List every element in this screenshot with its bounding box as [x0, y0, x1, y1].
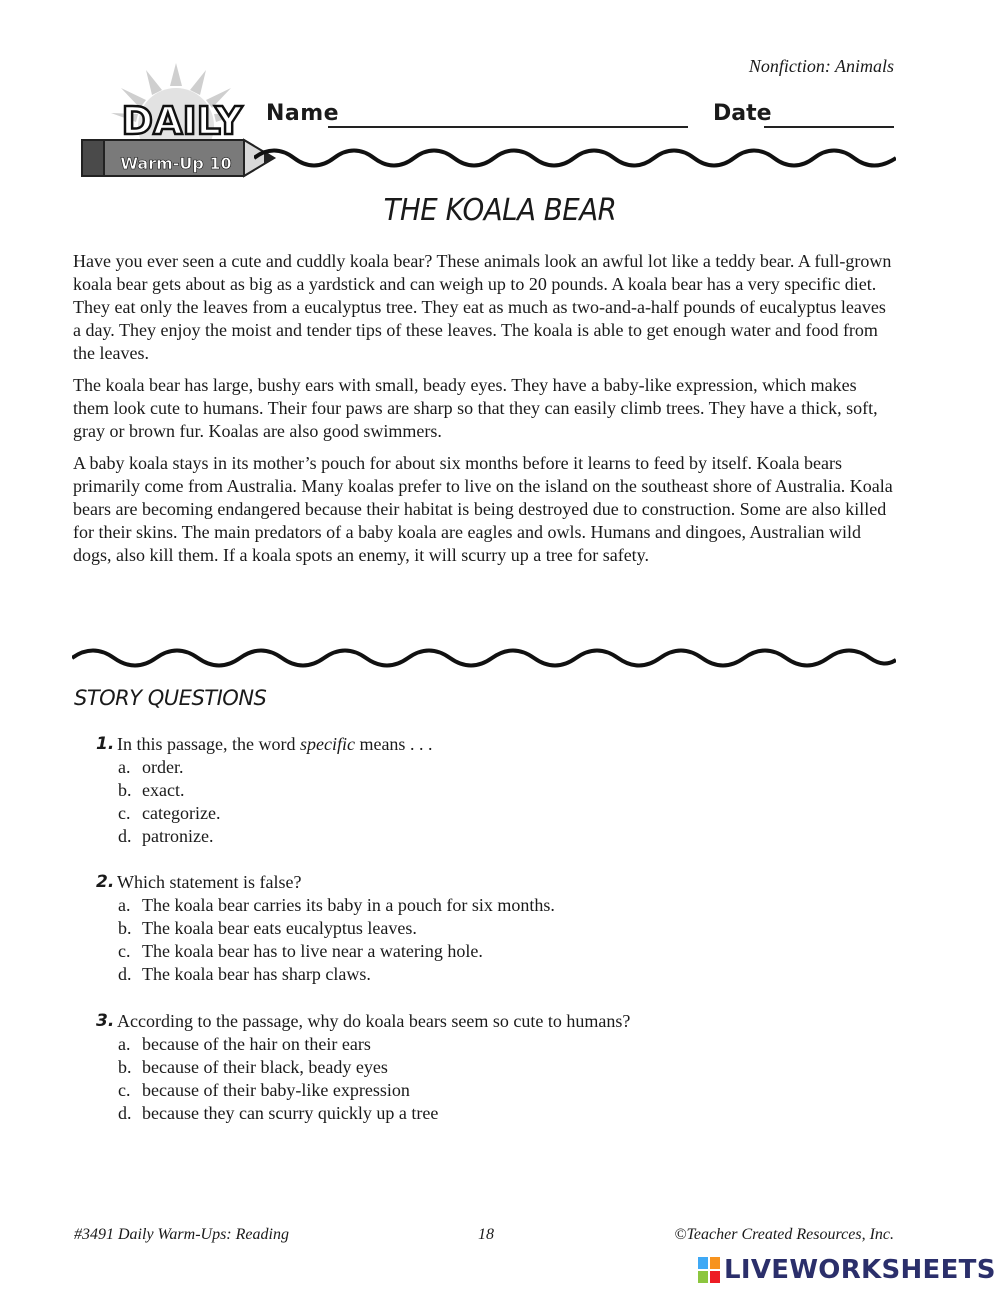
story-questions-heading: STORY QUESTIONS — [74, 686, 267, 710]
story-title: THE KOALA BEAR — [383, 193, 617, 228]
answer-option-c[interactable]: c. The koala bear has to live near a watering hole. — [118, 941, 483, 961]
answer-option-a[interactable]: a. because of the hair on their ears — [118, 1034, 371, 1054]
passage — [73, 250, 895, 576]
date-label: Date — [713, 101, 772, 126]
wavy-divider-top — [254, 144, 896, 168]
passage-paragraph-2: The koala bear has large, bushy ears with small, beady eyes. They have a baby-like expression, which makes them look cute to humans. Their four paws are sharp so that they can easily climb trees. They have a thick, soft, gray or brown fur. Koalas are also good swimmers. — [73, 375, 878, 441]
answer-option-b[interactable]: b. exact. — [118, 780, 185, 800]
question-3 — [96, 1010, 876, 1125]
logo-word: DAILY — [121, 99, 243, 143]
answer-option-a[interactable]: a. The koala bear carries its baby in a pouch for six months. — [118, 895, 555, 915]
liveworksheets-wordmark: LIVEWORKSHEETS — [724, 1255, 996, 1285]
answer-option-d[interactable]: d. The koala bear has sharp claws. — [118, 964, 371, 984]
date-field-line[interactable] — [764, 126, 894, 128]
question-number: 2. — [96, 872, 115, 892]
passage-paragraph-1: Have you ever seen a cute and cuddly koala bear? These animals look an awful lot like a teddy bear. A full-grown koala bear gets about as big as a yardstick and can weigh up to 20 pounds. A koala bear has a very specific diet. They eat only the leaves from a eucalyptus tree. They eat as much as two-and-a-half pounds of eucalyptus leaves a day. They enjoy the moist and tender tips of these leaves. The koala is able to get enough water and food from the leaves. — [73, 251, 892, 363]
passage-paragraph-3: A baby koala stays in its mother’s pouch for about six months before it learns to feed by itself. Koala bears primarily come from Australia. Many koalas prefer to live on the island on the southeast shore of Australia. Koala bears are becoming endangered because their habitat is being destroyed due to construction. Some are also killed for their skins. The main predators of a baby koala are eagles and owls. Humans and dingoes, Australian wild dogs, also kill them. If a koala spots an enemy, it will scurry up a tree for safety. — [73, 453, 893, 565]
question-stem: Which statement is false? — [117, 872, 302, 892]
answer-option-b[interactable]: b. The koala bear eats eucalyptus leaves. — [118, 918, 417, 938]
question-number: 3. — [96, 1011, 115, 1031]
name-field-line[interactable] — [328, 126, 688, 128]
question-1 — [96, 733, 876, 848]
wavy-divider-middle — [72, 646, 896, 670]
footer-book-title: #3491 Daily Warm-Ups: Reading — [74, 1226, 289, 1243]
question-2 — [96, 871, 876, 986]
question-number: 1. — [96, 734, 115, 754]
liveworksheets-logo[interactable] — [698, 1255, 996, 1285]
logo-subtitle: Warm-Up 10 — [120, 154, 232, 173]
footer-copyright: ©Teacher Created Resources, Inc. — [674, 1226, 894, 1243]
answer-option-c[interactable]: c. because of their baby-like expression — [118, 1080, 410, 1100]
name-label: Name — [266, 101, 340, 126]
answer-option-b[interactable]: b. because of their black, beady eyes — [118, 1057, 388, 1077]
answer-option-d[interactable]: d. because they can scurry quickly up a tree — [118, 1103, 439, 1123]
liveworksheets-blocks-icon — [698, 1257, 720, 1283]
answer-option-c[interactable]: c. categorize. — [118, 803, 221, 823]
question-stem: In this passage, the word specific means . . . — [117, 734, 433, 754]
category-label: Nonfiction: Animals — [748, 56, 894, 76]
daily-warmup-logo — [76, 58, 276, 188]
answer-option-d[interactable]: d. patronize. — [118, 826, 214, 846]
footer-page-number: 18 — [478, 1226, 494, 1243]
question-stem: According to the passage, why do koala bears seem so cute to humans? — [117, 1011, 631, 1031]
answer-option-a[interactable]: a. order. — [118, 757, 184, 777]
